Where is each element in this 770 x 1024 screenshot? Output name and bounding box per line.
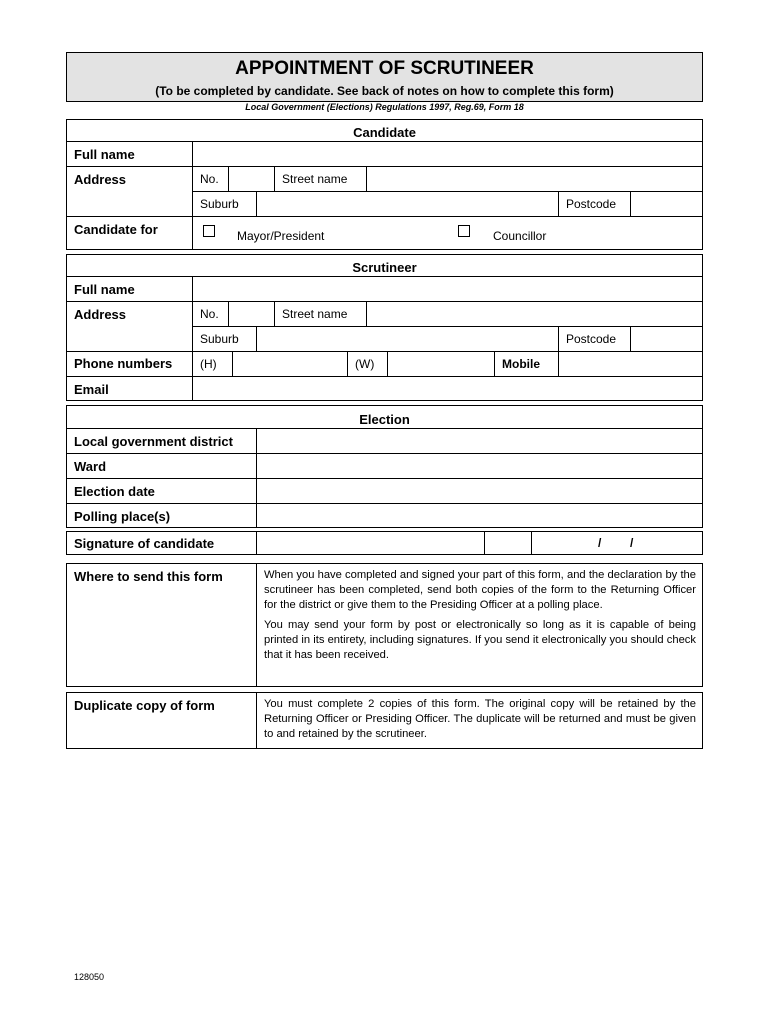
signature-date-field[interactable] xyxy=(532,532,702,554)
form-subtitle: (To be completed by candidate. See back of notes on how to complete this form) xyxy=(155,84,614,98)
candidate-heading: Candidate xyxy=(353,125,416,140)
duplicate-text xyxy=(264,697,696,747)
form-header xyxy=(66,52,703,102)
election-date-field[interactable] xyxy=(257,479,702,503)
where-to-send-text xyxy=(264,568,696,668)
councillor-checkbox[interactable] xyxy=(458,225,470,237)
election-date-label: Election date xyxy=(74,484,155,499)
work-phone-label: (W) xyxy=(355,357,375,371)
scrutineer-postcode-field[interactable] xyxy=(631,327,702,350)
where-to-send-para-2: You may send your form by post or electronically so long as it is capable of being printed in its entirety, including signatures. If you send it electronically you should check that it has been received. xyxy=(264,619,696,661)
councillor-option-label: Councillor xyxy=(493,229,547,243)
signature-field[interactable] xyxy=(257,532,483,554)
ward-field[interactable] xyxy=(257,454,702,478)
date-separator-2: / xyxy=(630,536,634,550)
scrutineer-full-name-field[interactable] xyxy=(193,277,702,301)
district-field[interactable] xyxy=(257,429,702,453)
where-to-send-label: Where to send this form xyxy=(74,569,223,584)
duplicate-para: You must complete 2 copies of this form. The original copy will be retained by the Returning Officer or Presiding Officer. The duplicate will be returned and must be given to and retained by the scrutineer. xyxy=(264,698,696,740)
regulation-reference: Local Government (Elections) Regulations 1997, Reg.69, Form 18 xyxy=(245,102,524,112)
mobile-label: Mobile xyxy=(502,357,540,371)
mayor-checkbox[interactable] xyxy=(203,225,215,237)
scrutineer-suburb-label: Suburb xyxy=(200,332,239,346)
scrutineer-no-field[interactable] xyxy=(229,302,273,325)
email-label: Email xyxy=(74,382,109,397)
candidate-suburb-field[interactable] xyxy=(257,192,557,215)
scrutineer-no-label: No. xyxy=(200,307,219,321)
signature-label: Signature of candidate xyxy=(74,536,215,551)
candidate-full-name-field[interactable] xyxy=(193,142,702,166)
scrutineer-street-field[interactable] xyxy=(367,302,702,325)
where-to-send-para-1: When you have completed and signed your part of this form, and the declaration by the scrutineer has been completed, send both copies of the form to the Returning Officer for the district or give them to the Presiding Officer at a polling place. xyxy=(264,569,696,611)
mobile-field[interactable] xyxy=(559,352,702,375)
scrutineer-street-label: Street name xyxy=(282,307,348,321)
date-separator-1: / xyxy=(598,536,602,550)
home-phone-field[interactable] xyxy=(233,352,346,375)
candidate-no-field[interactable] xyxy=(229,167,273,190)
scrutineer-full-name-label: Full name xyxy=(74,282,135,297)
candidate-street-label: Street name xyxy=(282,172,348,186)
candidate-postcode-field[interactable] xyxy=(631,192,702,215)
candidate-suburb-label: Suburb xyxy=(200,197,239,211)
mayor-option-label: Mayor/President xyxy=(237,229,325,243)
scrutineer-heading: Scrutineer xyxy=(352,260,417,275)
candidate-full-name-label: Full name xyxy=(74,147,135,162)
candidate-for-label: Candidate for xyxy=(74,222,158,237)
candidate-street-field[interactable] xyxy=(367,167,702,190)
polling-place-field[interactable] xyxy=(257,504,702,527)
form-title: APPOINTMENT OF SCRUTINEER xyxy=(235,58,534,79)
scrutineer-postcode-label: Postcode xyxy=(566,332,617,346)
signature-extra-field[interactable] xyxy=(485,532,530,554)
form-code: 128050 xyxy=(74,972,105,982)
candidate-no-label: No. xyxy=(200,172,219,186)
scrutineer-suburb-field[interactable] xyxy=(257,327,557,350)
candidate-address-label: Address xyxy=(74,172,127,187)
district-label: Local government district xyxy=(74,434,233,449)
work-phone-field[interactable] xyxy=(388,352,493,375)
scrutineer-address-label: Address xyxy=(74,307,127,322)
ward-label: Ward xyxy=(74,459,107,474)
candidate-postcode-label: Postcode xyxy=(566,197,617,211)
email-field[interactable] xyxy=(193,377,702,400)
polling-place-label: Polling place(s) xyxy=(74,509,171,524)
election-heading: Election xyxy=(359,412,410,427)
home-phone-label: (H) xyxy=(200,357,217,371)
duplicate-label: Duplicate copy of form xyxy=(74,698,215,713)
phone-numbers-label: Phone numbers xyxy=(74,356,173,371)
